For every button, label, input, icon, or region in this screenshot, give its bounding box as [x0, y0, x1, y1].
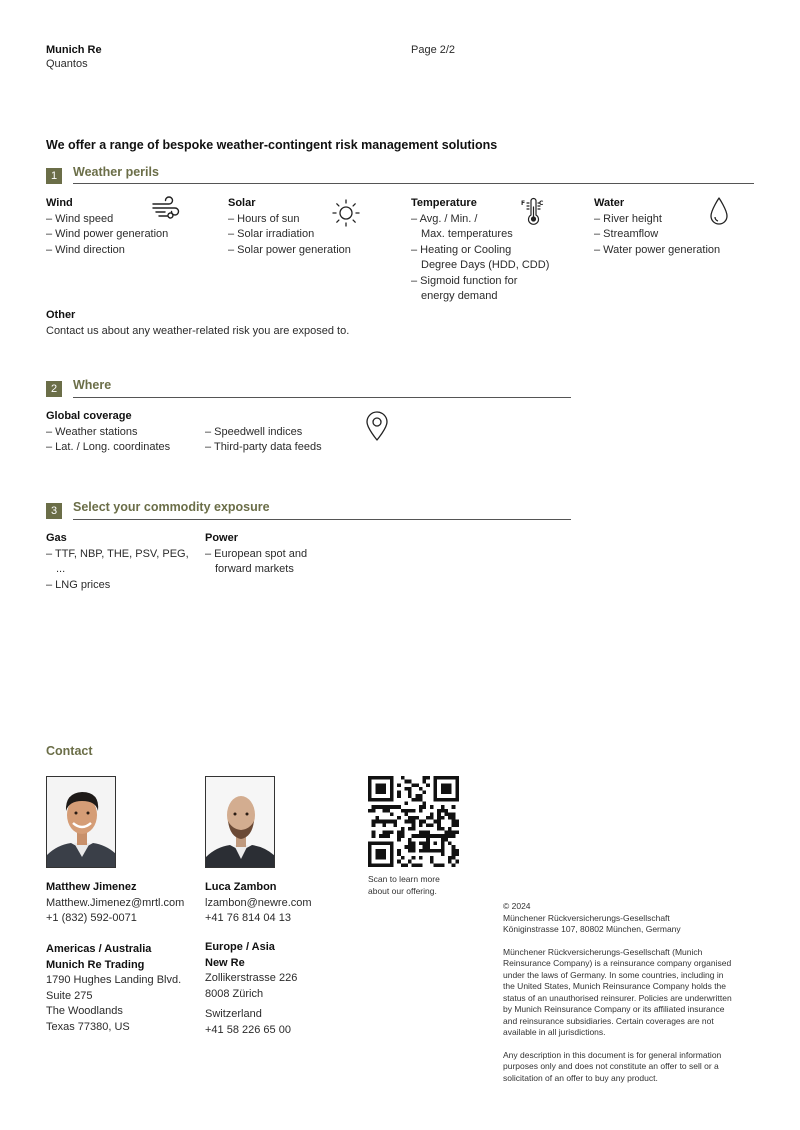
- legal-line: solicitation of an offer to buy any product.: [503, 1072, 658, 1083]
- water-title: Water: [594, 197, 625, 209]
- water-item: – Water power generation: [594, 243, 721, 256]
- contact-matthew-address: [46, 942, 181, 1035]
- location-pin-icon: [364, 410, 390, 442]
- qr-caption-line: about our offering.: [368, 885, 437, 896]
- page-number: Page 2/2: [411, 44, 456, 56]
- product-name: Quantos: [46, 58, 88, 70]
- legal-line: Any description in this document is for general information: [503, 1049, 722, 1060]
- copyright: © 2024: [503, 901, 531, 911]
- other-block: [46, 308, 349, 339]
- contact-photo-matthew: [46, 776, 116, 868]
- section-3-number: 3: [46, 503, 62, 519]
- legal-paragraph-1: [503, 947, 763, 1039]
- section-3-rule: [73, 519, 571, 520]
- address-line: Switzerland: [205, 1008, 262, 1020]
- contact-phone[interactable]: +41 58 226 65 00: [205, 1023, 291, 1036]
- contact-org: New Re: [205, 956, 245, 969]
- svg-text:F: F: [521, 200, 526, 207]
- address-line: 1790 Hughes Landing Blvd.: [46, 974, 182, 986]
- legal-line: status of an unauthorised reinsurer. Policies are underwritten: [503, 992, 732, 1003]
- contact-phone[interactable]: +41 76 814 04 13: [205, 912, 291, 924]
- gas-item: ...: [56, 563, 66, 575]
- power-item: forward markets: [215, 563, 294, 575]
- contact-org: Munich Re Trading: [46, 958, 145, 971]
- coverage-item: – Speedwell indices: [205, 425, 303, 438]
- section-2-rule: [73, 397, 571, 398]
- wind-icon: [151, 196, 181, 220]
- section-1-number: 1: [46, 168, 62, 184]
- temperature-title: Temperature: [411, 197, 477, 209]
- gas-title: Gas: [46, 532, 67, 544]
- legal-line: available in all jurisdictions.: [503, 1027, 606, 1037]
- contact-title: Contact: [46, 744, 93, 758]
- legal-line: and reinsurance subsidiaries. Certain coverages are not: [503, 1015, 714, 1026]
- gas-item: – LNG prices: [46, 578, 111, 591]
- coverage-title: Global coverage: [46, 410, 132, 422]
- address-line: 8008 Zürich: [205, 987, 264, 1000]
- contact-photo-luca: [205, 776, 275, 868]
- contact-phone[interactable]: +1 (832) 592-0071: [46, 912, 137, 924]
- solar-title: Solar: [228, 197, 256, 209]
- solar-item: – Hours of sun: [228, 212, 300, 225]
- wind-item: – Wind speed: [46, 212, 114, 225]
- address-line: Zollikerstrasse 226: [205, 972, 298, 984]
- section-2-title: Where: [73, 378, 112, 392]
- power-item: – European spot and: [205, 547, 308, 560]
- legal-line: Münchener Rückversicherungs-Gesellschaft (Munich: [503, 946, 703, 957]
- contact-name: Luca Zambon: [205, 881, 277, 893]
- qr-caption: [368, 874, 440, 897]
- temperature-item: – Avg. / Min. /: [411, 212, 478, 225]
- legal-line: purposes only and does not constitute an offer to sell or a: [503, 1061, 719, 1071]
- section-1-rule: [73, 183, 754, 184]
- thermometer-icon: [520, 197, 548, 227]
- legal-line: the United States, Munich Reinsurance Company holds the: [503, 981, 727, 991]
- contact-luca-address: [205, 940, 297, 1038]
- gas-item: – TTF, NBP, THE, PSV, PEG,: [46, 547, 189, 560]
- address-line: The Woodlands: [46, 1005, 123, 1017]
- power-title: Power: [205, 532, 239, 544]
- coverage-item: – Lat. / Long. coordinates: [46, 441, 171, 453]
- contact-email[interactable]: lzambon@newre.com: [205, 896, 312, 909]
- wind-item: – Wind power generation: [46, 228, 169, 240]
- other-title: Other: [46, 309, 76, 321]
- water-item: – Streamflow: [594, 228, 659, 240]
- coverage-block: [46, 409, 170, 456]
- qr-caption-line: Scan to learn more: [368, 874, 440, 884]
- contact-matthew: [46, 880, 184, 927]
- legal-line: Reinsurance Company) is a reinsurance company organised: [503, 958, 732, 968]
- legal-address: Königinstrasse 107, 80802 München, Germany: [503, 924, 681, 934]
- address-line: Texas 77380, US: [46, 1020, 130, 1033]
- wind-block: [46, 196, 168, 258]
- contact-luca: [205, 880, 312, 927]
- legal-line: under the laws of Germany. In some countries, including in: [503, 969, 724, 980]
- temperature-item: – Sigmoid function for: [411, 274, 518, 287]
- address-line: Suite 275: [46, 989, 93, 1002]
- temperature-item: energy demand: [421, 290, 498, 302]
- coverage-item: – Weather stations: [46, 425, 138, 438]
- svg-text:C: C: [539, 200, 544, 207]
- legal-line: by Munich Reinsurance Company or its affiliated insurance: [503, 1004, 725, 1014]
- wind-title: Wind: [46, 197, 73, 209]
- company-name: Munich Re: [46, 44, 102, 56]
- contact-name: Matthew Jimenez: [46, 881, 137, 893]
- section-2-number: 2: [46, 381, 62, 397]
- water-item: – River height: [594, 212, 662, 225]
- legal-notice: [503, 901, 763, 1084]
- section-3-title: Select your commodity exposure: [73, 500, 270, 514]
- coverage-col2: [205, 425, 322, 456]
- legal-paragraph-2: [503, 1050, 763, 1085]
- qr-code[interactable]: [368, 776, 459, 867]
- temperature-item: Max. temperatures: [421, 228, 513, 240]
- power-block: [205, 531, 307, 578]
- water-block: [594, 196, 720, 258]
- contact-region: Americas / Australia: [46, 943, 152, 955]
- page-headline: We offer a range of bespoke weather-contingent risk management solutions: [46, 138, 498, 152]
- contact-region: Europe / Asia: [205, 941, 275, 953]
- solar-item: – Solar irradiation: [228, 228, 315, 240]
- temperature-item: Degree Days (HDD, CDD): [421, 259, 550, 271]
- legal-entity: Münchener Rückversicherungs-Gesellschaft: [503, 912, 670, 923]
- coverage-item: – Third-party data feeds: [205, 441, 322, 453]
- section-1-title: Weather perils: [73, 165, 159, 179]
- other-text: Contact us about any weather-related risk you are exposed to.: [46, 324, 350, 337]
- sun-icon: [331, 198, 361, 228]
- gas-block: [46, 531, 189, 593]
- temperature-item: – Heating or Cooling: [411, 243, 512, 256]
- contact-email[interactable]: Matthew.Jimenez@mrtl.com: [46, 896, 185, 909]
- solar-item: – Solar power generation: [228, 243, 351, 256]
- water-drop-icon: [707, 196, 731, 228]
- wind-item: – Wind direction: [46, 243, 125, 256]
